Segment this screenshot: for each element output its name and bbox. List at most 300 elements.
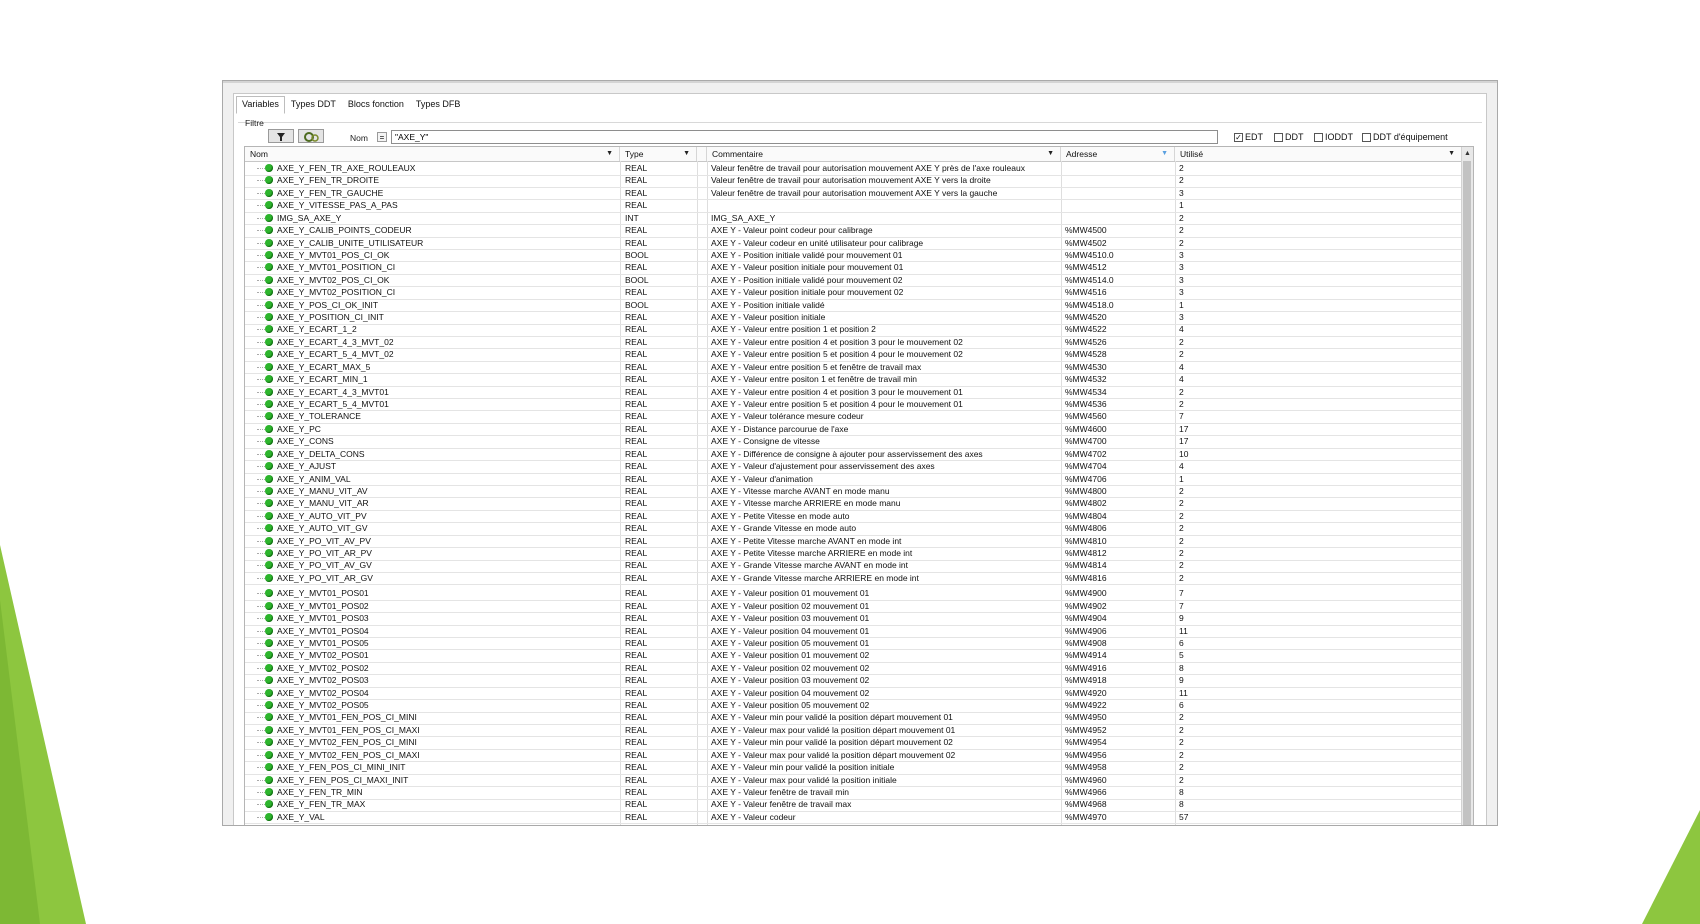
checkbox-edt[interactable] xyxy=(1234,132,1263,142)
cell-type[interactable]: REAL xyxy=(625,349,648,360)
cell-commentaire[interactable]: AXE Y - Valeur point codeur pour calibrage xyxy=(711,225,873,236)
cell-type[interactable]: REAL xyxy=(625,187,648,198)
cell-type[interactable]: REAL xyxy=(625,312,648,323)
cell-commentaire[interactable]: AXE Y - Valeur max pour validé la position départ mouvement 01 xyxy=(711,724,956,735)
cell-nom[interactable]: AXE_Y_ECART_5_4_MVT_02 xyxy=(277,349,394,360)
cell-type[interactable]: BOOL xyxy=(625,249,649,260)
cell-commentaire[interactable]: AXE Y - Valeur position initiale pour mouvement 02 xyxy=(711,287,904,298)
cell-commentaire[interactable]: AXE Y - Valeur position 03 mouvement 02 xyxy=(711,675,870,686)
cell-utilise[interactable]: 11 xyxy=(1179,625,1188,636)
column-header-type[interactable] xyxy=(620,147,697,161)
cell-type[interactable]: REAL xyxy=(625,324,648,335)
cell-nom[interactable]: AXE_Y_FEN_TR_MIN xyxy=(277,787,363,797)
cell-adresse[interactable]: %MW4960 xyxy=(1065,774,1107,785)
cell-utilise[interactable]: 2 xyxy=(1179,762,1184,773)
cell-adresse[interactable]: %MW4816 xyxy=(1065,572,1107,583)
cell-utilise[interactable]: 1 xyxy=(1179,200,1184,211)
cell-utilise[interactable]: 2 xyxy=(1179,737,1184,748)
checkbox-ioddt-box[interactable] xyxy=(1314,133,1323,142)
cell-type[interactable]: REAL xyxy=(625,448,648,459)
cell-adresse[interactable]: %MW4520 xyxy=(1065,312,1107,323)
cell-adresse[interactable]: %MW4514.0 xyxy=(1065,274,1114,285)
cell-type[interactable]: REAL xyxy=(625,336,648,347)
cell-commentaire[interactable]: AXE Y - Valeur position 01 mouvement 01 xyxy=(711,588,870,599)
cell-type[interactable]: REAL xyxy=(625,262,648,273)
cell-type[interactable]: REAL xyxy=(625,675,648,686)
cell-adresse[interactable]: %MW4704 xyxy=(1065,461,1107,472)
scrollbar-thumb[interactable] xyxy=(1463,161,1471,826)
cell-nom[interactable]: AXE_Y_MVT01_FEN_POS_CI_MINI xyxy=(277,712,417,723)
cell-utilise[interactable]: 6 xyxy=(1179,637,1184,648)
cell-nom[interactable]: AXE_Y_AJUST xyxy=(277,461,337,472)
cell-commentaire[interactable]: AXE Y - Valeur codeur xyxy=(711,811,796,822)
cell-nom[interactable]: AXE_Y_POS_CI_OK_INIT xyxy=(277,299,379,310)
filter-toggle-button[interactable] xyxy=(268,129,294,143)
cell-adresse[interactable] xyxy=(1065,187,1173,199)
checkbox-edt-box[interactable]: ✓ xyxy=(1235,132,1242,142)
cell-adresse[interactable]: %MW4706 xyxy=(1065,473,1107,484)
cell-nom[interactable]: AXE_Y_MVT01_POS01 xyxy=(277,588,369,599)
cell-commentaire[interactable]: AXE Y - Valeur min pour validé la position départ mouvement 01 xyxy=(711,712,953,723)
cell-adresse[interactable]: %MW4902 xyxy=(1065,600,1107,611)
cell-utilise[interactable]: 2 xyxy=(1179,175,1184,186)
cell-type[interactable]: REAL xyxy=(625,411,648,422)
cell-utilise[interactable]: 2 xyxy=(1179,398,1184,409)
chevron-down-icon[interactable]: ▼ xyxy=(1161,150,1168,157)
cell-utilise[interactable]: 2 xyxy=(1179,724,1184,735)
cell-commentaire[interactable]: AXE Y - Valeur max pour validé la position initiale xyxy=(711,774,897,785)
cell-utilise[interactable]: 17 xyxy=(1179,423,1189,434)
checkbox-ddt[interactable] xyxy=(1274,132,1304,142)
cell-adresse[interactable]: %MW4702 xyxy=(1065,448,1107,459)
cell-nom[interactable]: AXE_Y_FEN_TR_MAX xyxy=(277,799,366,810)
cell-commentaire[interactable]: AXE Y - Valeur position initiale pour mouvement 01 xyxy=(711,262,904,273)
cell-adresse[interactable]: %MW4906 xyxy=(1065,625,1107,636)
chevron-down-icon[interactable]: ▼ xyxy=(1448,150,1455,157)
cell-commentaire[interactable]: AXE Y - Valeur position 02 mouvement 01 xyxy=(711,600,870,611)
cell-nom[interactable]: AXE_Y_FEN_POS_CI_MINI_INIT xyxy=(277,762,406,773)
chevron-down-icon[interactable]: ▼ xyxy=(606,150,613,157)
cell-type[interactable]: REAL xyxy=(625,650,648,661)
cell-utilise[interactable]: 3 xyxy=(1179,287,1184,298)
cell-type[interactable]: REAL xyxy=(625,762,648,773)
cell-type[interactable]: BOOL xyxy=(625,299,649,310)
cell-nom[interactable]: AXE_Y_MVT01_POS02 xyxy=(277,600,369,611)
cell-utilise[interactable]: 7 xyxy=(1179,600,1184,611)
cell-type[interactable]: REAL xyxy=(625,548,648,559)
cell-adresse[interactable]: %MW4518.0 xyxy=(1065,299,1114,310)
cell-adresse[interactable]: %MW4958 xyxy=(1065,762,1107,773)
cell-nom[interactable]: AXE_Y_ECART_1_2 xyxy=(277,324,357,335)
cell-adresse[interactable]: %MW4900 xyxy=(1065,588,1107,599)
cell-type[interactable]: REAL xyxy=(625,749,648,760)
cell-adresse[interactable]: %MW4560 xyxy=(1065,411,1107,422)
name-filter-input[interactable] xyxy=(391,130,1218,144)
cell-commentaire[interactable]: AXE Y - Vitesse marche ARRIERE en mode manu xyxy=(711,498,901,509)
cell-adresse[interactable]: %MW4502 xyxy=(1065,237,1107,248)
cell-type[interactable]: REAL xyxy=(625,625,648,636)
cell-nom[interactable]: AXE_Y_MANU_VIT_AR xyxy=(277,498,369,509)
cell-nom[interactable]: AXE_Y_MVT01_FEN_POS_CI_MAXI xyxy=(277,724,420,735)
cell-adresse[interactable]: %MW4954 xyxy=(1065,737,1107,748)
cell-adresse[interactable]: %MW4600 xyxy=(1065,423,1107,434)
cell-commentaire[interactable]: AXE Y - Valeur entre position 1 et position 2 xyxy=(711,324,876,335)
cell-commentaire[interactable]: Valeur fenêtre de travail pour autorisation mouvement AXE Y près de l'axe rouleaux xyxy=(711,163,1025,173)
cell-commentaire[interactable]: AXE Y - Valeur position 01 mouvement 02 xyxy=(711,650,870,661)
cell-type[interactable]: REAL xyxy=(625,498,648,509)
cell-nom[interactable]: AXE_Y_MVT02_POS_CI_OK xyxy=(277,274,390,285)
cell-type[interactable]: REAL xyxy=(625,485,648,496)
column-header-separator[interactable] xyxy=(697,147,707,161)
cell-commentaire[interactable]: AXE Y - Distance parcourue de l'axe xyxy=(711,423,849,434)
cell-utilise[interactable]: 7 xyxy=(1179,588,1184,599)
table-row[interactable] xyxy=(245,811,1462,825)
cell-type[interactable]: REAL xyxy=(625,423,648,434)
cell-commentaire[interactable]: AXE Y - Valeur entre positon 1 et fenêtre de travail min xyxy=(711,374,918,385)
cell-type[interactable]: REAL xyxy=(625,700,648,711)
cell-type[interactable]: REAL xyxy=(625,175,648,186)
checkbox-ddt-equipement[interactable] xyxy=(1362,132,1448,142)
tab-variables[interactable]: Variables xyxy=(236,96,285,114)
cell-type[interactable]: REAL xyxy=(625,237,648,248)
cell-adresse[interactable]: %MW4536 xyxy=(1065,398,1107,409)
cell-adresse[interactable]: %MW4516 xyxy=(1065,287,1107,298)
cell-nom[interactable]: AXE_Y_FEN_POS_CI_MAXI_INIT xyxy=(277,774,409,785)
cell-nom[interactable]: AXE_Y_PO_VIT_AR_PV xyxy=(277,548,372,559)
cell-utilise[interactable]: 3 xyxy=(1179,187,1184,198)
cell-adresse[interactable]: %MW4700 xyxy=(1065,436,1107,447)
cell-type[interactable]: REAL xyxy=(625,374,648,385)
checkbox-ddt-box[interactable] xyxy=(1274,133,1283,142)
cell-adresse[interactable]: %MW4968 xyxy=(1065,799,1107,810)
cell-nom[interactable]: AXE_Y_MVT02_POS04 xyxy=(277,687,369,698)
cell-type[interactable]: REAL xyxy=(625,600,648,611)
cell-type[interactable]: REAL xyxy=(625,712,648,723)
cell-type[interactable]: REAL xyxy=(625,361,648,372)
cell-commentaire[interactable]: AXE Y - Valeur position 04 mouvement 01 xyxy=(711,625,870,636)
cell-utilise[interactable]: 2 xyxy=(1179,237,1184,248)
cell-nom[interactable]: AXE_Y_PC xyxy=(277,423,321,434)
cell-utilise[interactable]: 2 xyxy=(1179,572,1184,583)
cell-adresse[interactable]: %MW4512 xyxy=(1065,262,1107,273)
cell-nom[interactable]: AXE_Y_MVT02_POSITION_CI xyxy=(277,287,396,298)
cell-commentaire[interactable]: AXE Y - Valeur tolérance mesure codeur xyxy=(711,411,864,422)
cell-commentaire[interactable]: AXE Y - Valeur entre position 5 et position 4 pour le mouvement 02 xyxy=(711,349,963,360)
cell-commentaire[interactable]: AXE Y - Valeur fenêtre de travail min xyxy=(711,787,849,797)
cell-nom[interactable]: AXE_Y_FEN_TR_GAUCHE xyxy=(277,187,384,198)
cell-nom[interactable]: AXE_Y_TOLERANCE xyxy=(277,411,361,422)
cell-nom[interactable]: AXE_Y_POSITION_CI_INIT xyxy=(277,312,384,323)
cell-commentaire[interactable]: AXE Y - Valeur min pour validé la position initiale xyxy=(711,762,895,773)
cell-adresse[interactable]: %MW4530 xyxy=(1065,361,1107,372)
cell-type[interactable]: REAL xyxy=(625,724,648,735)
cell-utilise[interactable]: 2 xyxy=(1179,163,1184,173)
cell-type[interactable]: REAL xyxy=(625,687,648,698)
cell-nom[interactable]: AXE_Y_ECART_5_4_MVT01 xyxy=(277,398,389,409)
cell-nom[interactable]: AXE_Y_CALIB_UNITE_UTILISATEUR xyxy=(277,237,424,248)
cell-utilise[interactable]: 3 xyxy=(1179,312,1184,323)
cell-commentaire[interactable]: AXE Y - Valeur position 03 mouvement 01 xyxy=(711,613,870,624)
column-header-adresse[interactable] xyxy=(1061,147,1175,161)
scroll-up-arrow-icon[interactable]: ▲ xyxy=(1464,150,1471,157)
cell-utilise[interactable]: 2 xyxy=(1179,548,1184,559)
chevron-down-icon[interactable]: ▼ xyxy=(683,150,690,157)
cell-utilise[interactable]: 3 xyxy=(1179,274,1184,285)
cell-commentaire[interactable]: Valeur fenêtre de travail pour autorisation mouvement AXE Y vers la droite xyxy=(711,175,991,186)
cell-nom[interactable]: AXE_Y_PO_VIT_AV_PV xyxy=(277,535,371,546)
cell-nom[interactable]: AXE_Y_AUTO_VIT_GV xyxy=(277,523,368,534)
cell-commentaire[interactable]: Valeur fenêtre de travail pour autorisation mouvement AXE Y vers la gauche xyxy=(711,187,998,198)
cell-utilise[interactable]: 6 xyxy=(1179,700,1184,711)
cell-commentaire[interactable]: AXE Y - Valeur codeur en unité utilisateur pour calibrage xyxy=(711,237,924,248)
cell-utilise[interactable]: 1 xyxy=(1179,473,1184,484)
cell-utilise[interactable]: 2 xyxy=(1179,749,1184,760)
cell-commentaire[interactable]: AXE Y - Grande Vitesse marche ARRIERE en mode int xyxy=(711,572,919,583)
tree-connector xyxy=(257,528,265,529)
cell-commentaire[interactable]: AXE Y - Valeur entre position 5 et fenêtre de travail max xyxy=(711,361,922,372)
cell-nom[interactable]: AXE_Y_FEN_TR_DROITE xyxy=(277,175,380,186)
cell-adresse[interactable]: %MW4500 xyxy=(1065,225,1107,236)
cell-adresse[interactable]: %MW4904 xyxy=(1065,613,1107,624)
cell-adresse[interactable]: %MW4812 xyxy=(1065,548,1107,559)
cell-utilise[interactable]: 8 xyxy=(1179,787,1184,797)
cell-adresse[interactable]: %MW4920 xyxy=(1065,687,1107,698)
cell-adresse[interactable]: %MW4916 xyxy=(1065,662,1107,673)
cell-adresse[interactable]: %MW4970 xyxy=(1065,811,1107,822)
cell-nom[interactable]: AXE_Y_AUTO_VIT_PV xyxy=(277,510,367,521)
cell-nom[interactable]: AXE_Y_MVT01_POSITION_CI xyxy=(277,262,396,273)
cell-nom[interactable]: AXE_Y_PO_VIT_AR_GV xyxy=(277,572,373,583)
cell-utilise[interactable]: 5 xyxy=(1179,650,1184,661)
cell-type[interactable]: REAL xyxy=(625,461,648,472)
cell-type[interactable]: REAL xyxy=(625,737,648,748)
cell-nom[interactable]: AXE_Y_ANIM_VAL xyxy=(277,473,351,484)
column-header-utilise[interactable] xyxy=(1175,147,1462,161)
cell-utilise[interactable]: 8 xyxy=(1179,662,1184,673)
cell-utilise[interactable]: 2 xyxy=(1179,349,1184,360)
cell-type[interactable]: REAL xyxy=(625,787,648,797)
cell-adresse[interactable]: %MW4952 xyxy=(1065,724,1107,735)
cell-nom[interactable]: AXE_Y_MVT02_POS03 xyxy=(277,675,369,686)
cell-nom[interactable]: AXE_Y_MVT01_POS_CI_OK xyxy=(277,249,390,260)
cell-type[interactable]: REAL xyxy=(625,225,648,236)
cell-commentaire[interactable]: AXE Y - Consigne de vitesse xyxy=(711,436,820,447)
cell-commentaire[interactable]: AXE Y - Petite Vitesse en mode auto xyxy=(711,510,850,521)
cell-type[interactable]: REAL xyxy=(625,613,648,624)
cell-adresse[interactable] xyxy=(1065,212,1173,224)
vertical-scrollbar[interactable] xyxy=(1461,147,1473,826)
cell-commentaire[interactable]: AXE Y - Vitesse marche AVANT en mode manu xyxy=(711,485,890,496)
cell-utilise[interactable]: 10 xyxy=(1179,448,1189,459)
cell-adresse[interactable]: %MW4534 xyxy=(1065,386,1107,397)
cell-utilise[interactable]: 4 xyxy=(1179,461,1184,472)
tree-connector xyxy=(257,491,265,492)
cell-nom[interactable]: AXE_Y_MVT01_POS05 xyxy=(277,637,369,648)
cell-nom[interactable]: AXE_Y_PO_VIT_AV_GV xyxy=(277,560,372,571)
cell-adresse[interactable]: %MW4956 xyxy=(1065,749,1107,760)
cell-commentaire[interactable]: AXE Y - Valeur entre position 4 et position 3 pour le mouvement 01 xyxy=(711,386,963,397)
cell-commentaire[interactable]: AXE Y - Différence de consigne à ajouter pour asservissement des axes xyxy=(711,448,983,459)
cell-utilise[interactable]: 2 xyxy=(1179,386,1184,397)
cell-nom[interactable]: AXE_Y_MVT02_FEN_POS_CI_MINI xyxy=(277,737,417,748)
cell-commentaire[interactable]: AXE Y - Valeur position initiale xyxy=(711,312,826,323)
cell-adresse[interactable]: %MW4810 xyxy=(1065,535,1107,546)
chevron-down-icon[interactable]: ▼ xyxy=(1047,150,1054,157)
cell-utilise[interactable]: 2 xyxy=(1179,774,1184,785)
cell-adresse[interactable]: %MW4532 xyxy=(1065,374,1107,385)
cell-commentaire[interactable]: AXE Y - Valeur entre position 4 et position 3 pour le mouvement 02 xyxy=(711,336,963,347)
cell-utilise[interactable]: 57 xyxy=(1179,811,1189,822)
cell-adresse[interactable]: %MW4522 xyxy=(1065,324,1107,335)
cell-nom[interactable]: AXE_Y_FEN_TR_AXE_ROULEAUX xyxy=(277,163,416,173)
cell-commentaire[interactable]: AXE Y - Valeur position 05 mouvement 01 xyxy=(711,637,870,648)
cell-commentaire[interactable]: AXE Y - Position initiale validé xyxy=(711,299,825,310)
cell-utilise[interactable]: 1 xyxy=(1179,299,1184,310)
cell-utilise[interactable]: 2 xyxy=(1179,535,1184,546)
cell-adresse[interactable]: %MW4802 xyxy=(1065,498,1107,509)
cell-nom[interactable]: AXE_Y_MVT02_POS02 xyxy=(277,662,369,673)
cell-utilise[interactable]: 2 xyxy=(1179,498,1184,509)
cell-utilise[interactable]: 9 xyxy=(1179,613,1184,624)
cell-nom[interactable]: AXE_Y_ECART_MIN_1 xyxy=(277,374,368,385)
cell-type[interactable]: REAL xyxy=(625,535,648,546)
cell-adresse[interactable]: %MW4914 xyxy=(1065,650,1107,661)
cell-utilise[interactable]: 2 xyxy=(1179,225,1184,236)
column-header-commentaire[interactable] xyxy=(707,147,1061,161)
cell-nom[interactable]: AXE_Y_CALIB_POINTS_CODEUR xyxy=(277,225,412,236)
cell-type[interactable]: REAL xyxy=(625,523,648,534)
cell-commentaire[interactable] xyxy=(711,199,1057,211)
cell-utilise[interactable]: 2 xyxy=(1179,485,1184,496)
cell-type[interactable]: REAL xyxy=(625,200,648,211)
cell-commentaire[interactable]: AXE Y - Petite Vitesse marche ARRIERE en mode int xyxy=(711,548,913,559)
cell-nom[interactable]: AXE_Y_MVT02_FEN_POS_CI_MAXI xyxy=(277,749,420,760)
cell-commentaire[interactable]: AXE Y - Valeur position 04 mouvement 02 xyxy=(711,687,870,698)
cell-adresse[interactable]: %MW4510.0 xyxy=(1065,249,1114,260)
cell-utilise[interactable]: 4 xyxy=(1179,324,1184,335)
cell-adresse[interactable] xyxy=(1065,174,1173,186)
cell-utilise[interactable]: 2 xyxy=(1179,712,1184,723)
cell-nom[interactable]: AXE_Y_MVT01_POS04 xyxy=(277,625,369,636)
checkbox-ddt-equipement-box[interactable] xyxy=(1362,133,1371,142)
cell-utilise[interactable]: 4 xyxy=(1179,374,1184,385)
cell-nom[interactable]: AXE_Y_MVT02_POS05 xyxy=(277,700,369,711)
cell-utilise[interactable]: 8 xyxy=(1179,799,1184,810)
table-row[interactable] xyxy=(245,572,1462,586)
cell-type[interactable]: REAL xyxy=(625,560,648,571)
cell-commentaire[interactable]: AXE Y - Valeur fenêtre de travail max xyxy=(711,799,852,810)
cell-commentaire[interactable]: AXE Y - Grande Vitesse marche AVANT en mode int xyxy=(711,560,909,571)
column-header-commentaire-label: Commentaire xyxy=(712,149,764,159)
cell-adresse[interactable]: %MW4800 xyxy=(1065,485,1107,496)
cell-commentaire[interactable]: AXE Y - Position initiale validé pour mouvement 01 xyxy=(711,249,903,260)
tab-blocs-fonction[interactable]: Blocs fonction xyxy=(347,99,404,109)
cell-commentaire[interactable]: AXE Y - Valeur max pour validé la position départ mouvement 02 xyxy=(711,749,956,760)
cell-utilise[interactable]: 17 xyxy=(1179,436,1189,447)
cell-nom[interactable]: AXE_Y_MVT01_POS03 xyxy=(277,613,369,624)
cell-commentaire[interactable]: AXE Y - Valeur d'ajustement pour asservissement des axes xyxy=(711,461,935,472)
cell-commentaire[interactable]: AXE Y - Valeur entre position 5 et position 4 pour le mouvement 01 xyxy=(711,398,963,409)
cell-utilise[interactable]: 2 xyxy=(1179,212,1184,223)
cell-type[interactable]: REAL xyxy=(625,163,648,173)
cell-nom[interactable]: AXE_Y_ECART_MAX_5 xyxy=(277,361,371,372)
cell-adresse[interactable]: %MW4918 xyxy=(1065,675,1107,686)
tab-types-ddt[interactable]: Types DDT xyxy=(290,99,336,109)
cell-adresse[interactable]: %MW4908 xyxy=(1065,637,1107,648)
cell-type[interactable]: REAL xyxy=(625,811,648,822)
cell-type[interactable]: REAL xyxy=(625,588,648,599)
tab-types-dfb[interactable]: Types DFB xyxy=(415,99,461,109)
cell-nom[interactable]: AXE_Y_MVT02_POS01 xyxy=(277,650,369,661)
cell-adresse[interactable]: %MW4806 xyxy=(1065,523,1107,534)
cell-utilise[interactable]: 7 xyxy=(1179,411,1184,422)
cell-utilise[interactable]: 3 xyxy=(1179,249,1184,260)
cell-nom[interactable]: IMG_SA_AXE_Y xyxy=(277,212,342,223)
cell-adresse[interactable]: %MW4950 xyxy=(1065,712,1107,723)
cell-nom[interactable]: AXE_Y_ECART_4_3_MVT01 xyxy=(277,386,389,397)
cell-type[interactable]: REAL xyxy=(625,799,648,810)
cell-type[interactable]: INT xyxy=(625,212,639,223)
cell-type[interactable]: REAL xyxy=(625,436,648,447)
cell-nom[interactable]: AXE_Y_ECART_4_3_MVT_02 xyxy=(277,336,394,347)
cell-commentaire[interactable]: AXE Y - Valeur position 02 mouvement 02 xyxy=(711,662,870,673)
cell-adresse[interactable] xyxy=(1065,162,1173,174)
cell-utilise[interactable]: 2 xyxy=(1179,560,1184,571)
cell-commentaire[interactable]: AXE Y - Position initiale validé pour mouvement 02 xyxy=(711,274,903,285)
cell-utilise[interactable]: 2 xyxy=(1179,510,1184,521)
cell-commentaire[interactable]: AXE Y - Valeur d'animation xyxy=(711,473,813,484)
cell-adresse[interactable]: %MW4528 xyxy=(1065,349,1107,360)
cell-nom[interactable]: AXE_Y_MANU_VIT_AV xyxy=(277,485,368,496)
cell-commentaire[interactable]: AXE Y - Valeur min pour validé la position départ mouvement 02 xyxy=(711,737,953,748)
equals-operator-button[interactable]: = xyxy=(377,132,387,142)
cell-type[interactable]: REAL xyxy=(625,510,648,521)
cell-utilise[interactable]: 9 xyxy=(1179,675,1184,686)
cell-nom[interactable]: AXE_Y_CONS xyxy=(277,436,334,447)
cell-utilise[interactable]: 11 xyxy=(1179,687,1188,698)
cell-adresse[interactable]: %MW4804 xyxy=(1065,510,1107,521)
cell-commentaire[interactable]: IMG_SA_AXE_Y xyxy=(711,212,776,223)
cell-utilise[interactable]: 2 xyxy=(1179,523,1184,534)
cell-adresse[interactable] xyxy=(1065,199,1173,211)
cell-type[interactable]: REAL xyxy=(625,386,648,397)
cell-type[interactable]: REAL xyxy=(625,572,648,583)
cell-utilise[interactable]: 3 xyxy=(1179,262,1184,273)
cell-nom[interactable]: AXE_Y_VITESSE_PAS_A_PAS xyxy=(277,200,398,211)
cell-utilise[interactable]: 4 xyxy=(1179,361,1184,372)
cell-adresse[interactable]: %MW4922 xyxy=(1065,700,1107,711)
cell-commentaire[interactable]: AXE Y - Petite Vitesse marche AVANT en mode int xyxy=(711,535,902,546)
cell-adresse[interactable]: %MW4966 xyxy=(1065,787,1107,797)
cell-type[interactable]: BOOL xyxy=(625,274,649,285)
cell-adresse[interactable]: %MW4814 xyxy=(1065,560,1107,571)
cell-type[interactable]: REAL xyxy=(625,774,648,785)
cell-type[interactable]: REAL xyxy=(625,637,648,648)
cell-commentaire[interactable]: AXE Y - Grande Vitesse en mode auto xyxy=(711,523,857,534)
cell-type[interactable]: REAL xyxy=(625,287,648,298)
filter-settings-button[interactable] xyxy=(298,129,324,143)
column-header-nom[interactable] xyxy=(245,147,620,161)
cell-adresse[interactable]: %MW4526 xyxy=(1065,336,1107,347)
cell-type[interactable]: REAL xyxy=(625,398,648,409)
cell-nom[interactable]: AXE_Y_VAL xyxy=(277,811,325,822)
cell-utilise[interactable]: 2 xyxy=(1179,336,1184,347)
checkbox-ioddt[interactable] xyxy=(1314,132,1353,142)
cell-nom[interactable]: AXE_Y_DELTA_CONS xyxy=(277,448,365,459)
cell-type[interactable]: REAL xyxy=(625,473,648,484)
cell-type[interactable]: REAL xyxy=(625,662,648,673)
cell-commentaire[interactable]: AXE Y - Valeur position 05 mouvement 02 xyxy=(711,700,870,711)
